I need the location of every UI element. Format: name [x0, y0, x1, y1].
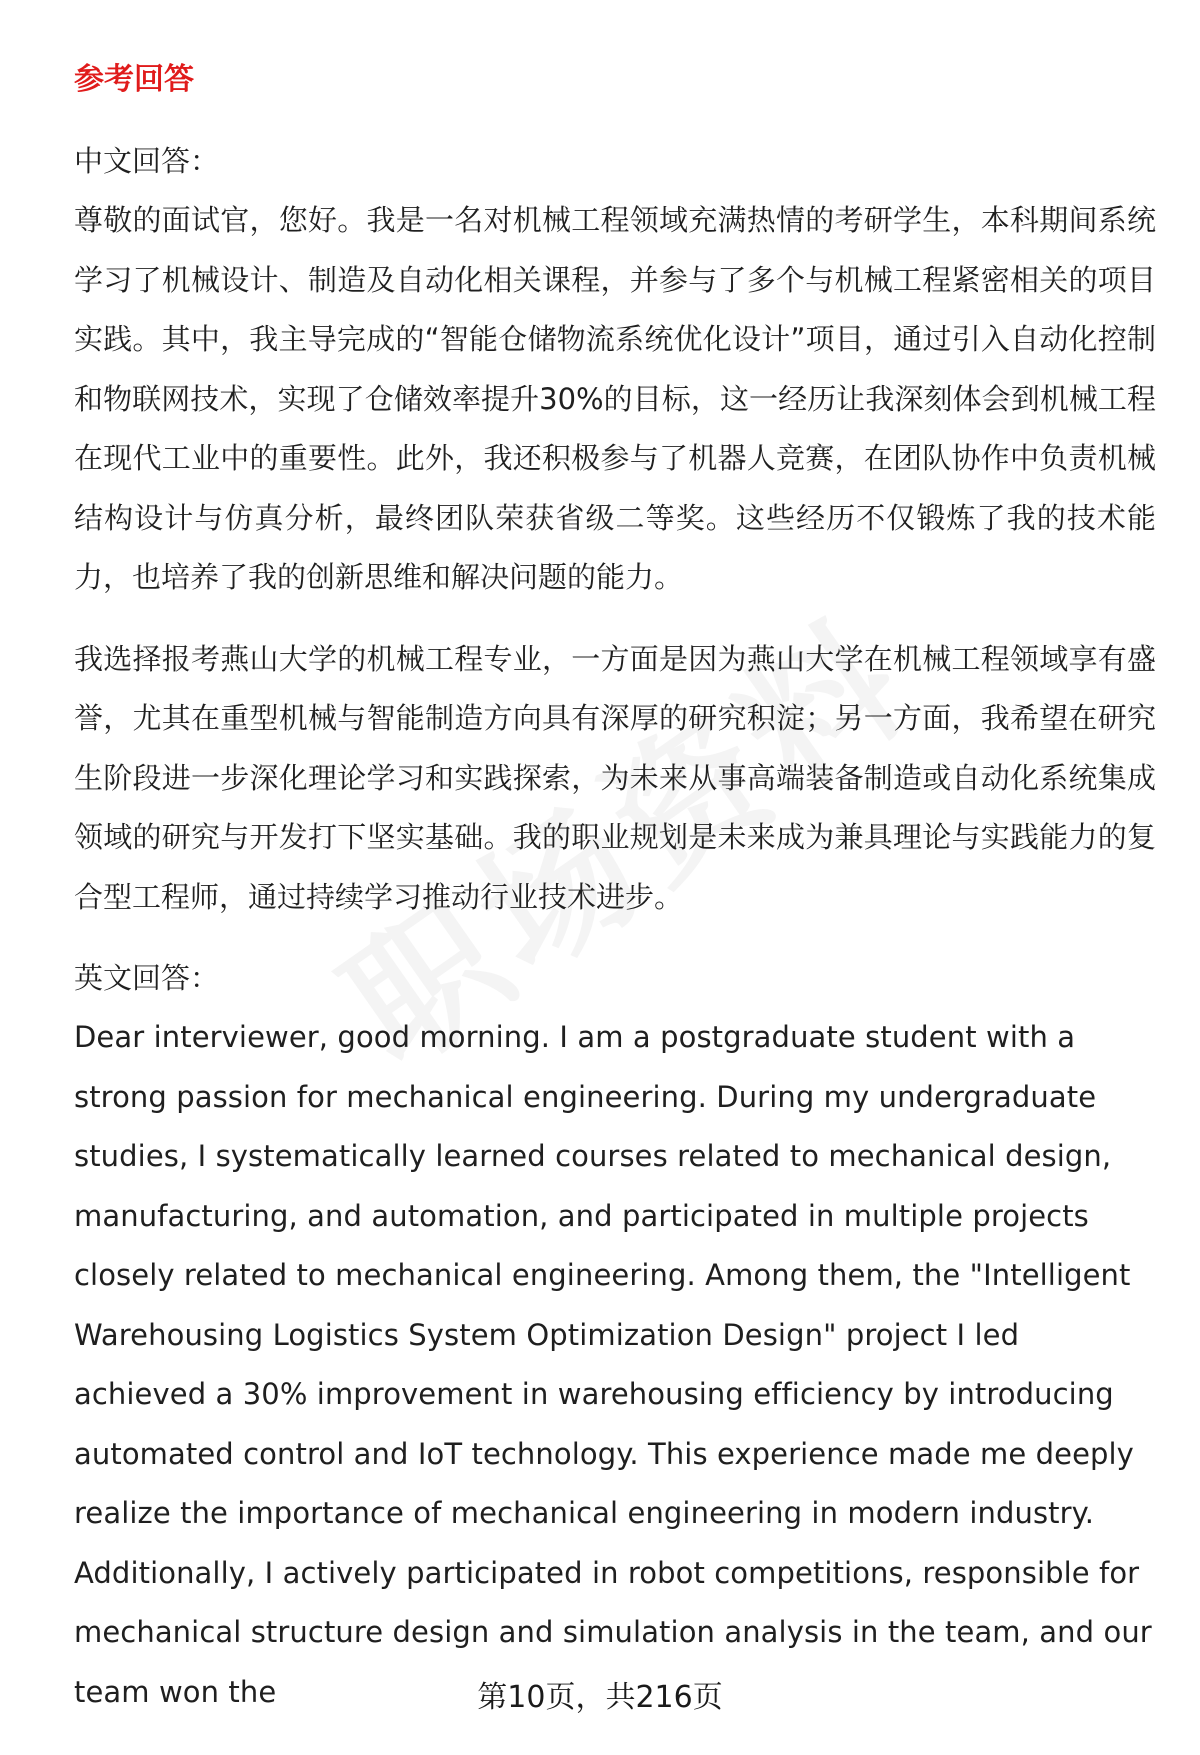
page-number: 第10页，共216页	[477, 1680, 723, 1715]
chinese-answer-paragraph: 我选择报考燕山大学的机械工程专业，一方面是因为燕山大学在机械工程领域享有盛誉，尤其在重型机械与智能制造方向具有深厚的研究积淀；另一方面，我希望在研究生阶段进一步深化理论学习和实践探索，为未来从事高端装备制造或自动化系统集成领域的研究与开发打下坚实基础。我的职业规划是未来成为兼具理论与实践能力的复合型工程师，通过持续学习推动行业技术进步。	[74, 641, 1156, 914]
chinese-answer-section	[74, 132, 1156, 927]
english-answer-heading: 英文回答：	[74, 961, 220, 995]
chinese-answer-paragraph: 尊敬的面试官，您好。我是一名对机械工程领域充满热情的考研学生，本科期间系统学习了机械设计、制造及自动化相关课程，并参与了多个与机械工程紧密相关的项目实践。其中，我主导完成的“智能仓储物流系统优化设计”项目，通过引入自动化控制和物联网技术，实现了仓储效率提升30%的目标，这一经历让我深刻体会到机械工程在现代工业中的重要性。此外，我还积极参与了机器人竞赛，在团队协作中负责机械结构设计与仿真分析，最终团队荣获省级二等奖。这些经历不仅锻炼了我的技术能力，也培养了我的创新思维和解决问题的能力。	[74, 203, 1156, 594]
english-answer-section	[74, 949, 1156, 1722]
english-answer-paragraph: Dear interviewer, good morning. I am a postgraduate student with a strong passion for mechanical engineering. During my undergraduate studies, I systematically learned courses related to mechanical design, manufacturing, and automation, and participated in multiple projects closely related to mechanical engineering. Among them, the "Intelligent Warehousing Logistics System Optimization Design" project I led achieved a 30% improvement in warehousing efficiency by introducing automated control and IoT technology. This experience made me deeply realize the importance of mechanical engineering in modern industry. Additionally, I actively participated in robot competitions, responsible for mechanical structure design and simulation analysis in the team, and our team won the	[74, 1020, 1152, 1709]
chinese-answer-heading: 中文回答：	[74, 144, 220, 178]
section-title: 参考回答	[74, 62, 194, 97]
document-content	[74, 52, 1156, 1722]
